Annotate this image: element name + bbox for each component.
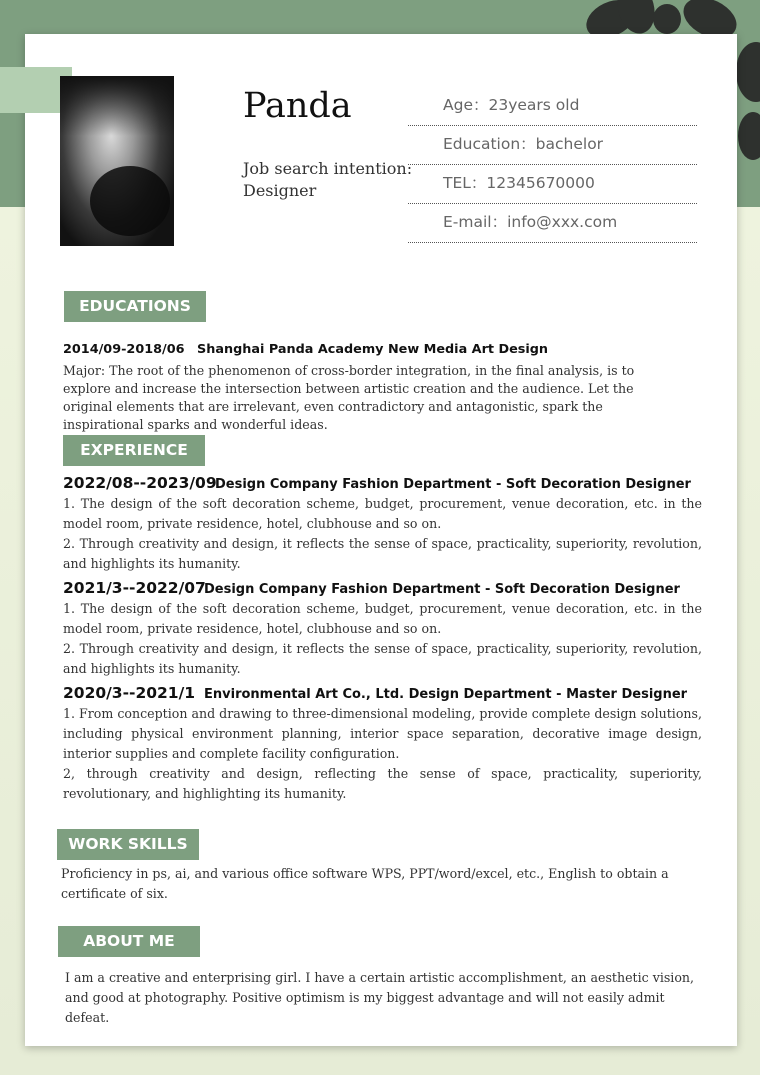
info-email: E-mail：info@xxx.com: [408, 205, 697, 243]
education-school: Shanghai Panda Academy New Media Art Design: [197, 342, 549, 357]
person-name: Panda: [243, 86, 352, 126]
education-entry: [63, 342, 548, 357]
experience-entry-3: [63, 683, 687, 702]
job-intention: Job search intention: Designer: [243, 159, 413, 200]
info-education: Education：bachelor: [408, 127, 697, 165]
about-me-text: I am a creative and enterprising girl. I have a certain artistic accomplishment, an aesthetic vision, and good at photography. Positive optimism is my biggest advantage and will not easily admit defeat.: [65, 970, 695, 1025]
photo-shade: [60, 76, 174, 136]
section-work-skills: WORK SKILLS: [57, 829, 199, 860]
photo-feather: [90, 166, 170, 236]
experience-text-2: 1. The design of the soft decoration scheme, budget, procurement, venue decoration, etc. in the model room, private residence, hotel, clubhouse and so on. 2. Through creativity and design, it reflects the sense of space, practicality, superiority, revolution, and highlights its humanity.: [63, 601, 702, 676]
experience-date: 2022/08--2023/09: [63, 474, 217, 492]
experience-date: 2021/3--2022/07: [63, 579, 206, 597]
experience-title: Environmental Art Co., Ltd. Design Department - Master Designer: [204, 687, 688, 702]
experience-entry-1: [63, 473, 691, 492]
education-date: 2014/09-2018/06: [63, 342, 185, 357]
experience-title: Design Company Fashion Department - Soft Decoration Designer: [204, 582, 680, 597]
section-experience: EXPERIENCE: [63, 435, 205, 466]
education-description: Major: The root of the phenomenon of cross-border integration, in the final analysis, is to explore and increase the intersection between artistic creation and the audience. Let the original elements that are irrelevant, even contradictory and antagonistic, spark the inspirational sparks and wonderful ideas.: [63, 363, 635, 432]
experience-entry-2: [63, 578, 680, 597]
experience-title: Design Company Fashion Department - Soft Decoration Designer: [215, 477, 691, 492]
section-educations: EDUCATIONS: [64, 291, 206, 322]
leaf-decoration-icon: [738, 112, 760, 160]
experience-text-1: 1. The design of the soft decoration scheme, budget, procurement, venue decoration, etc. in the model room, private residence, hotel, clubhouse and so on. 2. Through creativity and design, it reflects the sense of space, practicality, superiority, revolution, and highlights its humanity.: [63, 496, 702, 571]
leaf-decoration-icon: [653, 4, 681, 34]
info-tel: TEL：12345670000: [408, 166, 697, 204]
experience-date: 2020/3--2021/1: [63, 684, 196, 702]
experience-text-3: 1. From conception and drawing to three-dimensional modeling, provide complete design solutions, including physical environment planning, interior space separation, decorative image design, interior supplies and complete facility configuration. 2, through creativity and design, reflecting the sense of space, practicality, superiority, revolutionary, and highlighting its humanity.: [63, 706, 702, 801]
section-about-me: ABOUT ME: [58, 926, 200, 957]
profile-photo: [60, 76, 174, 246]
work-skills-text: Proficiency in ps, ai, and various office software WPS, PPT/word/excel, etc., English to obtain a certificate of six.: [61, 866, 669, 901]
info-age: Age：23years old: [408, 88, 697, 126]
